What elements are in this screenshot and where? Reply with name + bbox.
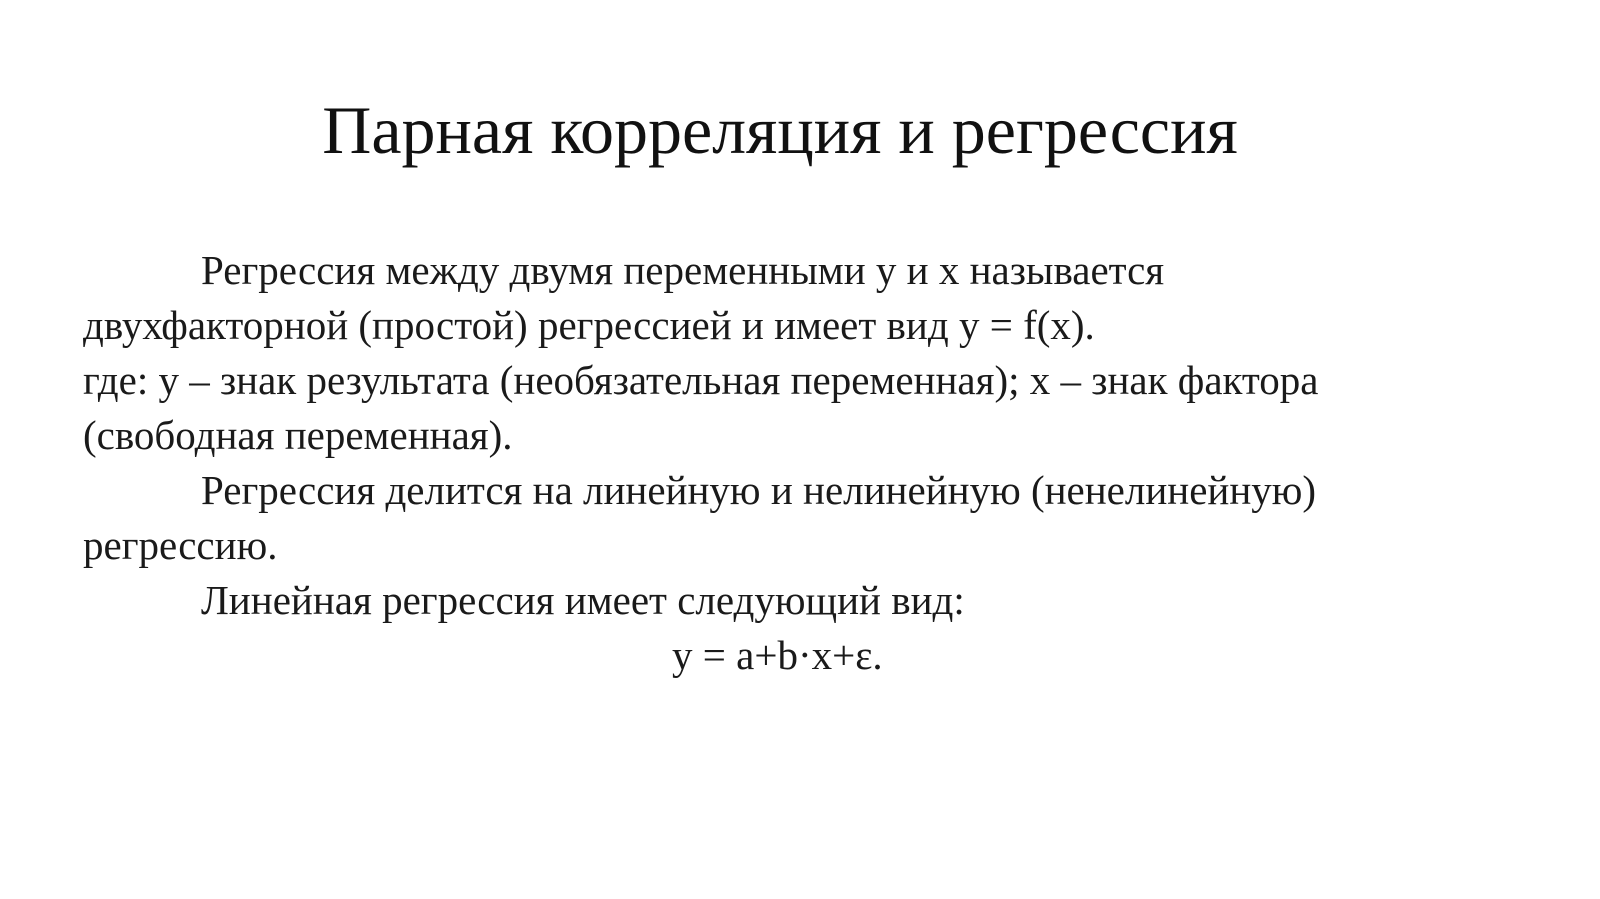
paragraph-line: Регрессия делится на линейную и нелинейную (ненелинейную) (201, 467, 1317, 513)
paragraph-line: двухфакторной (простой) регрессией и имеет вид y = f(x). (83, 302, 1095, 348)
slide-title: Парная корреляция и регрессия (322, 92, 1238, 168)
paragraph-line: регрессию. (83, 522, 278, 568)
slide-body (83, 243, 1523, 683)
paragraph-line: Линейная регрессия имеет следующий вид: (201, 577, 965, 623)
regression-formula: y = a+b·x+ε. (672, 632, 883, 678)
paragraph-line: (свободная переменная). (83, 412, 513, 458)
paragraph-line: Регрессия между двумя переменными y и x называется (201, 247, 1165, 293)
paragraph-line: где: y – знак результата (необязательная переменная); x – знак фактора (83, 357, 1319, 403)
